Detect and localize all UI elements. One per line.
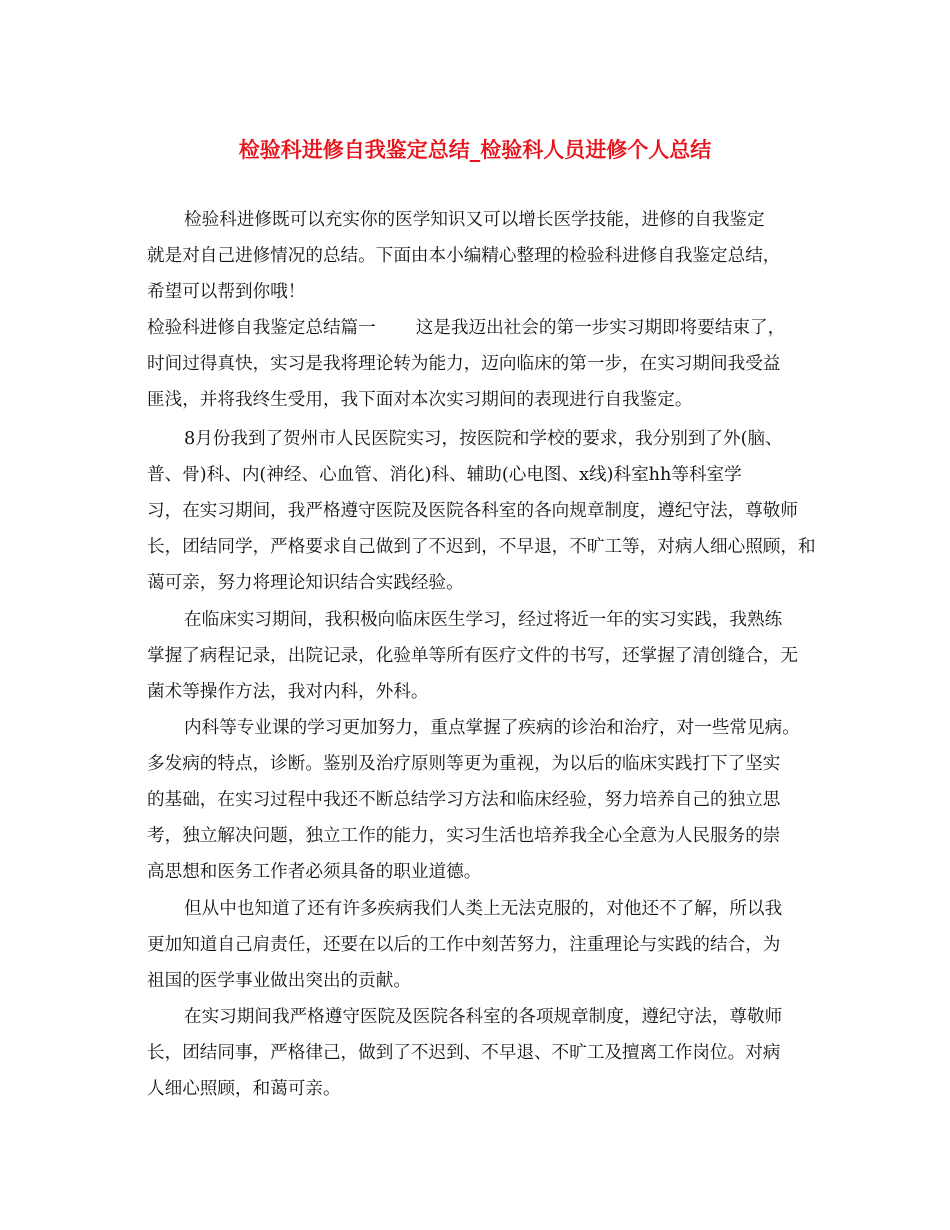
text-span: 这是我迈出社会的第一步实习期即将要结束了， [415, 318, 786, 338]
text-line: 就是对自己进修情况的总结。下面由本小编精心整理的检验科进修自我鉴定总结， [147, 246, 781, 266]
text-line: 蔼可亲，努力将理论知识结合实践经验。 [147, 573, 464, 593]
text-line: 在临床实习期间，我积极向临床医生学习，经过将近一年的实习实践，我熟练 [184, 610, 783, 630]
text-line: 考，独立解决问题，独立工作的能力，实习生活也培养我全心全意为人民服务的崇 [147, 826, 781, 846]
text-line: 检验科进修既可以充实你的医学知识又可以增长医学技能，进修的自我鉴定 [184, 210, 765, 230]
text-line: 时间过得真快，实习是我将理论转为能力，迈向临床的第一步，在实习期间我受益 [147, 354, 781, 374]
text-line: 长，团结同事，严格律己，做到了不迟到、不早退、不旷工及擅离工作岗位。对病 [147, 1043, 781, 1063]
text-line: 但从中也知道了还有许多疾病我们人类上无法克服的，对他还不了解，所以我 [184, 899, 783, 919]
text-line: 菌术等操作方法，我对内科，外科。 [147, 682, 429, 702]
text-line: 内科等专业课的学习更加努力，重点掌握了疾病的诊治和治疗，对一些常见病。 [184, 718, 800, 738]
text-line: 更加知道自己肩责任，还要在以后的工作中刻苦努力，注重理论与实践的结合，为 [147, 935, 781, 955]
text-line: 的基础，在实习过程中我还不断总结学习方法和临床经验，努力培养自己的独立思 [147, 790, 781, 810]
text-line: 多发病的特点，诊断。鉴别及治疗原则等更为重视，为以后的临床实践打下了坚实 [147, 754, 781, 774]
text-line: 习，在实习期间，我严格遵守医院及医院各科室的各向规章制度，遵纪守法，尊敬师 [147, 501, 798, 521]
text-line: 普、骨)科、内(神经、心血管、消化)科、辅助(心电图、x线)科室hh等科室学 [147, 465, 742, 485]
text-line: 祖国的医学事业做出突出的贡献。 [147, 971, 411, 991]
text-line: 长，团结同学，严格要求自己做到了不迟到，不早退，不旷工等，对病人细心照顾，和 [147, 537, 816, 557]
text-line: 希望可以帮到你哦！ [147, 282, 306, 302]
text-line: 匪浅，并将我终生受用，我下面对本次实习期间的表现进行自我鉴定。 [147, 390, 693, 410]
text-line: 掌握了病程记录，出院记录，化验单等所有医疗文件的书写，还掌握了清创缝合，无 [147, 646, 798, 666]
text-line: 在实习期间我严格遵守医院及医院各科室的各项规章制度，遵纪守法，尊敬师 [184, 1007, 783, 1027]
section-heading: 检验科进修自我鉴定总结篇一 [147, 318, 376, 338]
text-line: 8月份我到了贺州市人民医院实习，按医院和学校的要求，我分别到了外(脑、 [184, 429, 783, 449]
text-line: 高思想和医务工作者必须具备的职业道德。 [147, 862, 482, 882]
text-line: 人细心照顾，和蔼可亲。 [147, 1079, 341, 1099]
document-title: 检验科进修自我鉴定总结_检验科人员进修个人总结 [238, 138, 712, 162]
text-line-with-heading [147, 314, 785, 342]
